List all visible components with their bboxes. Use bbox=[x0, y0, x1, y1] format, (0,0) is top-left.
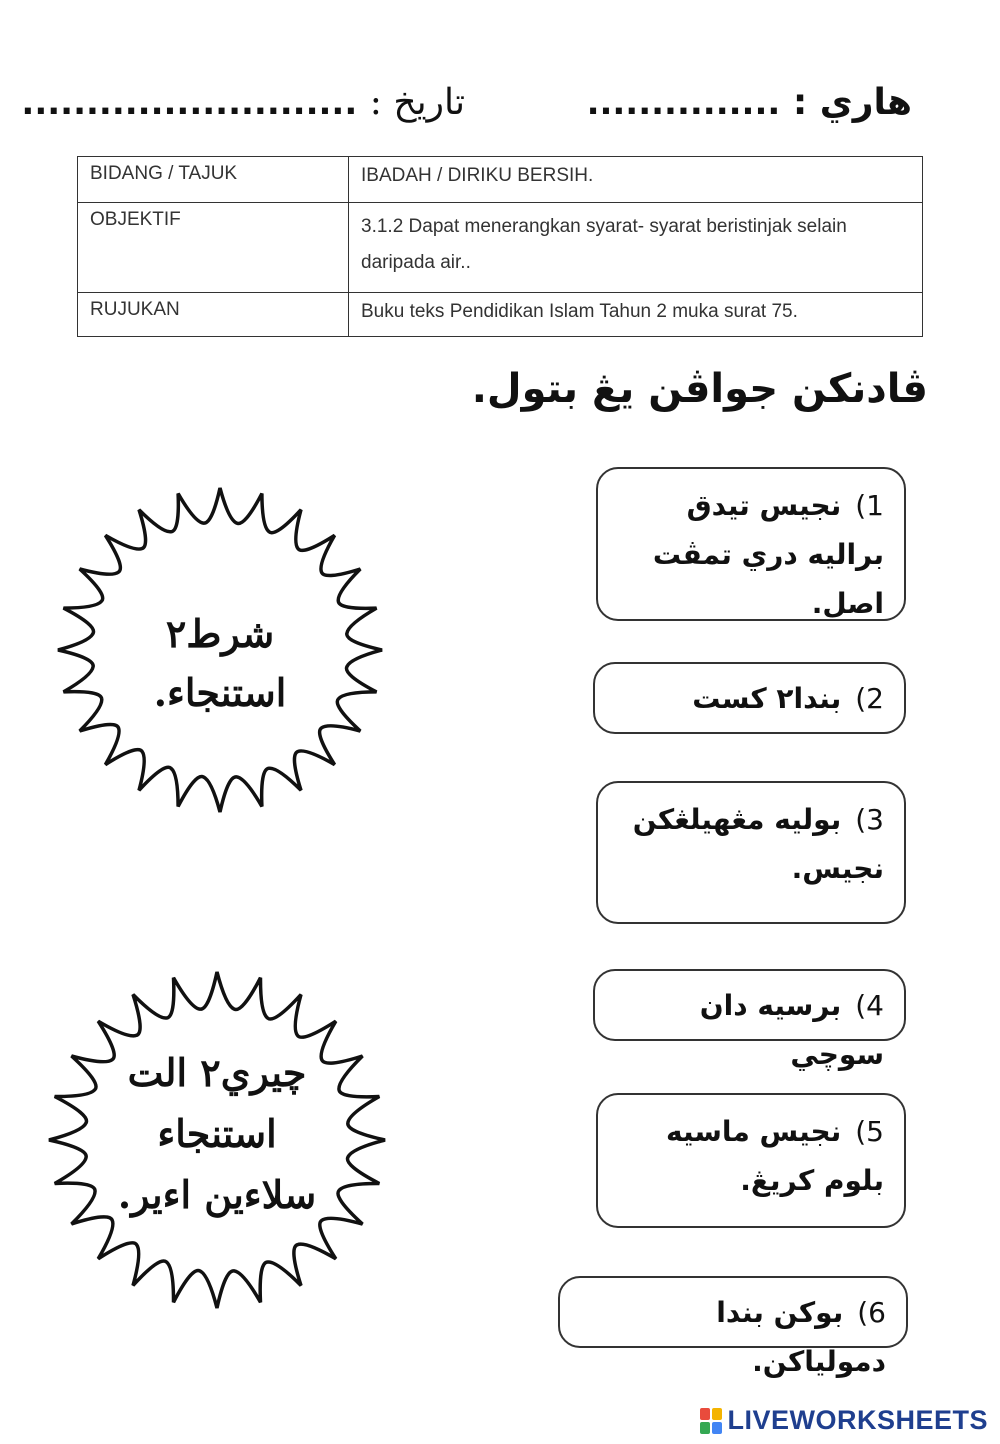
item-number: 1) bbox=[855, 489, 884, 522]
item-text: بوليه مڠهيلڠكن نجيس. bbox=[632, 803, 884, 885]
table-value: IBADAH / DIRIKU BERSIH. bbox=[349, 157, 923, 203]
burst-label-1 bbox=[90, 605, 350, 723]
answer-card-3[interactable] bbox=[596, 781, 906, 924]
brand-name: LIVEWORKSHEETS bbox=[727, 1405, 988, 1435]
instruction-heading: ڤادنكن جواڤن يڠ بتول. bbox=[471, 366, 928, 412]
item-number: 2) bbox=[855, 682, 884, 715]
date-blank: .......................... bbox=[21, 83, 358, 123]
item-number: 6) bbox=[857, 1296, 886, 1329]
answer-card-5[interactable] bbox=[596, 1093, 906, 1228]
table-key: RUJUKAN bbox=[78, 293, 349, 337]
item-number: 3) bbox=[855, 803, 884, 836]
burst-line: چيري٢ الت bbox=[127, 1050, 307, 1095]
liveworksheets-logo bbox=[700, 1405, 988, 1436]
burst-line: استنجاء. bbox=[153, 669, 287, 715]
item-number: 4) bbox=[855, 989, 884, 1022]
table-row bbox=[78, 293, 923, 337]
item-text: بوكن بندا دمولياكن. bbox=[716, 1296, 886, 1378]
day-field bbox=[587, 82, 912, 123]
table-row bbox=[78, 157, 923, 203]
burst-label-2 bbox=[82, 1043, 352, 1225]
answer-card-6[interactable] bbox=[558, 1276, 908, 1378]
burst-line: شرط٢ bbox=[165, 611, 275, 656]
burst-line: سلاءين اءير. bbox=[117, 1171, 317, 1217]
table-key: OBJEKTIF bbox=[78, 203, 349, 293]
item-number: 5) bbox=[855, 1115, 884, 1148]
answer-card-4[interactable] bbox=[593, 969, 906, 1071]
item-text: بندا٢ كست bbox=[692, 682, 842, 715]
item-text: نجيس تيدق براليه دري تمڤت اصل. bbox=[652, 489, 884, 620]
day-blank: ............... bbox=[586, 83, 781, 123]
table-value: 3.1.2 Dapat menerangkan syarat- syarat beristinjak selain daripada air.. bbox=[349, 203, 923, 293]
answer-card-1[interactable] bbox=[596, 467, 906, 621]
table-value: Buku teks Pendidikan Islam Tahun 2 muka surat 75. bbox=[349, 293, 923, 337]
burst-line: استنجاء bbox=[157, 1110, 277, 1156]
logo-blocks-icon bbox=[700, 1408, 722, 1434]
date-field bbox=[21, 82, 465, 123]
info-table bbox=[77, 156, 923, 337]
day-label: هاري : bbox=[792, 82, 912, 123]
table-row bbox=[78, 203, 923, 293]
table-key: BIDANG / TAJUK bbox=[78, 157, 349, 203]
item-text: برسيه دان سوچي bbox=[699, 989, 884, 1071]
date-label: تاريخ : bbox=[369, 82, 465, 123]
answer-card-2[interactable] bbox=[593, 662, 906, 734]
item-text: نجيس ماسيه بلوم كريڠ. bbox=[665, 1115, 884, 1197]
